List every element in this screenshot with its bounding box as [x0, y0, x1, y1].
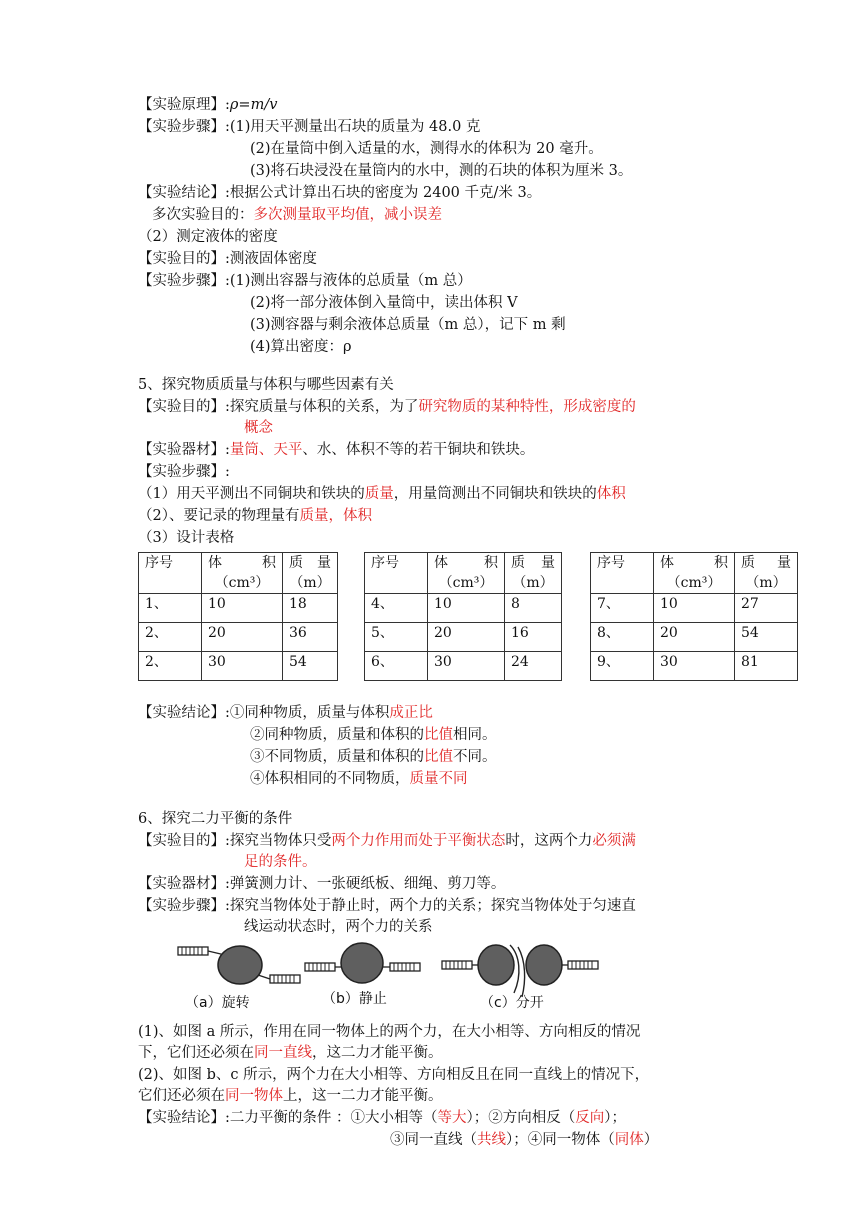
header-volume: 体 积 （cm³） [202, 553, 283, 594]
aim-text-red: 研究物质的某种特性，形成密度的 [418, 399, 636, 415]
cell-mass: 27 [735, 594, 798, 623]
conclusion-text: ①同种物质，质量与体积 [229, 705, 390, 721]
cell-volume: 20 [428, 623, 505, 652]
para-text: 上，这一二力才能平衡。 [283, 1088, 443, 1104]
cell-no: 5、 [365, 623, 428, 652]
data-table-3 [590, 552, 798, 681]
aim-text: 时，这两个力 [505, 833, 593, 849]
conclusion-text: ）；②方向相反（ [466, 1110, 576, 1126]
cell-volume: 20 [202, 623, 283, 652]
principle-label: 【实验原理】: [138, 97, 230, 113]
s5-steps-label: 【实验步骤】: [138, 464, 230, 480]
figure-b [305, 943, 420, 983]
aim-text-red-cont: 概念 [244, 420, 273, 436]
cell-no: 2、 [139, 652, 202, 681]
equip-label: 【实验器材】: [138, 876, 230, 892]
cell-mass: 16 [505, 623, 562, 652]
aim-red-cont: 足的条件。 [244, 854, 317, 870]
cell-no: 2、 [139, 623, 202, 652]
cell-volume: 30 [202, 652, 283, 681]
steps-label: 【实验步骤】: [138, 898, 230, 914]
s6-conclusion-1 [138, 1108, 626, 1128]
aim-label: 【实验目的】: [138, 833, 230, 849]
cell-no: 8、 [591, 623, 654, 652]
s5-step-3: （3）设计表格 [138, 530, 235, 546]
s5-equip-line [138, 440, 534, 460]
conclusion-label: 【实验结论】: [138, 185, 230, 201]
cell-volume: 10 [654, 594, 735, 623]
conclusion-text: ） [643, 1132, 659, 1148]
conclusion-text: 相同。 [453, 727, 497, 743]
aim-text: 探究当物体只受 [229, 833, 332, 849]
aim-red: 两个力作用而处于平衡状态 [331, 833, 506, 849]
cell-mass: 81 [735, 652, 798, 681]
table-row [365, 652, 562, 681]
conclusion-red: 同体 [614, 1132, 644, 1148]
header-mass: 质 量 （m） [505, 553, 562, 594]
section-6-title: 6、探究二力平衡的条件 [138, 811, 293, 827]
s6-equip-line [138, 874, 505, 894]
liquid-steps-line [138, 271, 472, 291]
aim-text: 探究质量与体积的关系，为了 [229, 399, 419, 415]
table-header-row [365, 553, 562, 594]
step-1: (1)用天平测量出石块的质量为 48.0 克 [229, 119, 481, 135]
steps-label: 【实验步骤】: [138, 273, 230, 289]
multi-purpose-line [152, 205, 442, 225]
conclusion-red: 共线 [477, 1132, 506, 1148]
table-row [591, 623, 798, 652]
conclusion-red: 成正比 [389, 705, 433, 721]
s6-steps-cont: 线运动状态时，两个力的关系 [244, 919, 433, 935]
conclusion-text: ②同种物质，质量和体积的 [250, 727, 424, 743]
liquid-step-1: (1)测出容器与液体的总质量（m 总） [229, 273, 472, 289]
section-5-title: 5、探究物质质量与体积与哪些因素有关 [138, 377, 394, 393]
conclusion-red: 等大 [437, 1110, 467, 1126]
s6-conclusion-2 [390, 1130, 658, 1150]
s5-conclusion-4 [250, 769, 468, 789]
step-3: (3)将石块浸没在量筒内的水中，测的石块的体积为厘米 3。 [250, 163, 633, 179]
s6-para-2-line-1: (2)、如图 b、c 所示，两个力在大小相等、方向相反且在同一直线上的情况下， [138, 1067, 650, 1083]
steps-text: 探究当物体处于静止时，两个力的关系；探究当物体处于匀速直 [229, 898, 636, 914]
conclusion-red: 质量不同 [409, 771, 468, 787]
step-text: ，用量筒测出不同铜块和铁块的 [393, 486, 597, 502]
para-text: ，这二力才能平衡。 [312, 1045, 443, 1061]
para-text: 它们还必须在 [138, 1088, 225, 1104]
steps-line-1 [138, 117, 480, 137]
principle-formula: ρ=m/v [229, 97, 278, 113]
aim-text: 测液固体密度 [229, 251, 317, 267]
conclusion-text: ③不同物质，质量和体积的 [250, 749, 424, 765]
step-red: 体积 [596, 486, 626, 502]
conclusion-red: 比值 [424, 727, 453, 743]
data-table-2 [364, 552, 562, 681]
equip-label: 【实验器材】: [138, 442, 230, 458]
conclusion-label: 【实验结论】: [138, 705, 230, 721]
cell-no: 1、 [139, 594, 202, 623]
figure-c-caption: （c）分开 [480, 995, 544, 1011]
conclusion-red: 反向 [575, 1110, 605, 1126]
table-row [591, 594, 798, 623]
cell-mass: 36 [283, 623, 338, 652]
table-header-row [591, 553, 798, 594]
para-red: 同一物体 [225, 1088, 283, 1104]
aim-label: 【实验目的】: [138, 251, 230, 267]
aim-red: 必须满 [592, 833, 636, 849]
table-header-row [139, 553, 338, 594]
conclusion-text: ③同一直线（ [390, 1132, 477, 1148]
s5-conclusion-1 [138, 703, 433, 723]
cell-mass: 54 [283, 652, 338, 681]
liquid-step-4: (4)算出密度：ρ [250, 339, 352, 355]
figure-a [178, 946, 300, 984]
table-row [591, 652, 798, 681]
equip-text: 弹簧测力计、一张硬纸板、细绳、剪刀等。 [229, 876, 506, 892]
cell-volume: 10 [428, 594, 505, 623]
cell-mass: 18 [283, 594, 338, 623]
figure-b-caption: （b）静止 [322, 991, 387, 1007]
cell-mass: 8 [505, 594, 562, 623]
conclusion-text: 二力平衡的条件 ：①大小相等（ [229, 1110, 438, 1126]
step-red: 质量，体积 [299, 508, 372, 524]
figure-a-caption: （a）旋转 [185, 995, 250, 1011]
s6-aim-line [138, 831, 636, 851]
cell-no: 4、 [365, 594, 428, 623]
conclusion-text: ④体积相同的不同物质， [250, 771, 410, 787]
steps-label: 【实验步骤】: [138, 119, 230, 135]
s5-step-1 [138, 484, 626, 504]
s6-para-1-line-2 [138, 1043, 443, 1063]
step-text: （1）用天平测出不同铜块和铁块的 [138, 486, 365, 502]
conclusion-text: ）； [604, 1110, 626, 1126]
header-mass: 质 量 （m） [283, 553, 338, 594]
conclusion-text: 不同。 [453, 749, 497, 765]
cell-volume: 10 [202, 594, 283, 623]
s6-para-1-line-1: (1)、如图 a 所示，作用在同一物体上的两个力，在大小相等、方向相反的情况 [138, 1024, 641, 1040]
cell-volume: 30 [654, 652, 735, 681]
table-row [139, 623, 338, 652]
liquid-step-3: (3)测容器与剩余液体总质量（m 总），记下 m 剩 [250, 317, 566, 333]
conclusion-line [138, 183, 541, 203]
s5-conclusion-3 [250, 747, 497, 767]
conclusion-text: 根据公式计算出石块的密度为 2400 千克/米 3。 [229, 185, 542, 201]
liquid-aim-line [138, 249, 317, 269]
cell-no: 9、 [591, 652, 654, 681]
header-volume: 体 积 （cm³） [428, 553, 505, 594]
s5-step-2 [138, 506, 372, 526]
principle-line [138, 95, 277, 115]
s5-aim-line [138, 397, 636, 417]
s6-para-2-line-2 [138, 1086, 443, 1106]
step-2: (2)在量筒中倒入适量的水，测得水的体积为 20 毫升。 [250, 141, 603, 157]
header-no: 序号 [139, 553, 202, 594]
cell-volume: 30 [428, 652, 505, 681]
header-no: 序号 [591, 553, 654, 594]
table-row [139, 594, 338, 623]
liquid-density-title: （2）测定液体的密度 [138, 229, 278, 245]
conclusion-label: 【实验结论】: [138, 1110, 230, 1126]
multi-purpose-label: 多次实验目的： [152, 207, 254, 223]
figure-c [442, 945, 598, 997]
cell-no: 6、 [365, 652, 428, 681]
header-no: 序号 [365, 553, 428, 594]
cell-mass: 54 [735, 623, 798, 652]
cell-mass: 24 [505, 652, 562, 681]
liquid-step-2: (2)将一部分液体倒入量筒中，读出体积 V [250, 295, 518, 311]
equip-red: 量筒、天平 [229, 442, 303, 458]
s6-steps-line [138, 896, 636, 916]
multi-purpose-text: 多次测量取平均值，减小误差 [253, 207, 442, 223]
para-red: 同一直线 [254, 1045, 312, 1061]
cell-volume: 20 [654, 623, 735, 652]
cell-no: 7、 [591, 594, 654, 623]
conclusion-red: 比值 [424, 749, 453, 765]
para-text: 下，它们还必须在 [138, 1045, 254, 1061]
data-table-1 [138, 552, 338, 681]
table-row [139, 652, 338, 681]
s5-conclusion-2 [250, 725, 497, 745]
table-row [365, 623, 562, 652]
equip-rest: 、水、体积不等的若干铜块和铁块。 [302, 442, 535, 458]
two-force-balance-figure [170, 935, 710, 1015]
header-mass: 质 量 （m） [735, 553, 798, 594]
table-row [365, 594, 562, 623]
header-volume: 体 积 （cm³） [654, 553, 735, 594]
conclusion-text: ）；④同一物体（ [506, 1132, 615, 1148]
aim-label: 【实验目的】: [138, 399, 230, 415]
step-text: （2）、要记录的物理量有 [138, 508, 300, 524]
step-red: 质量 [364, 486, 394, 502]
